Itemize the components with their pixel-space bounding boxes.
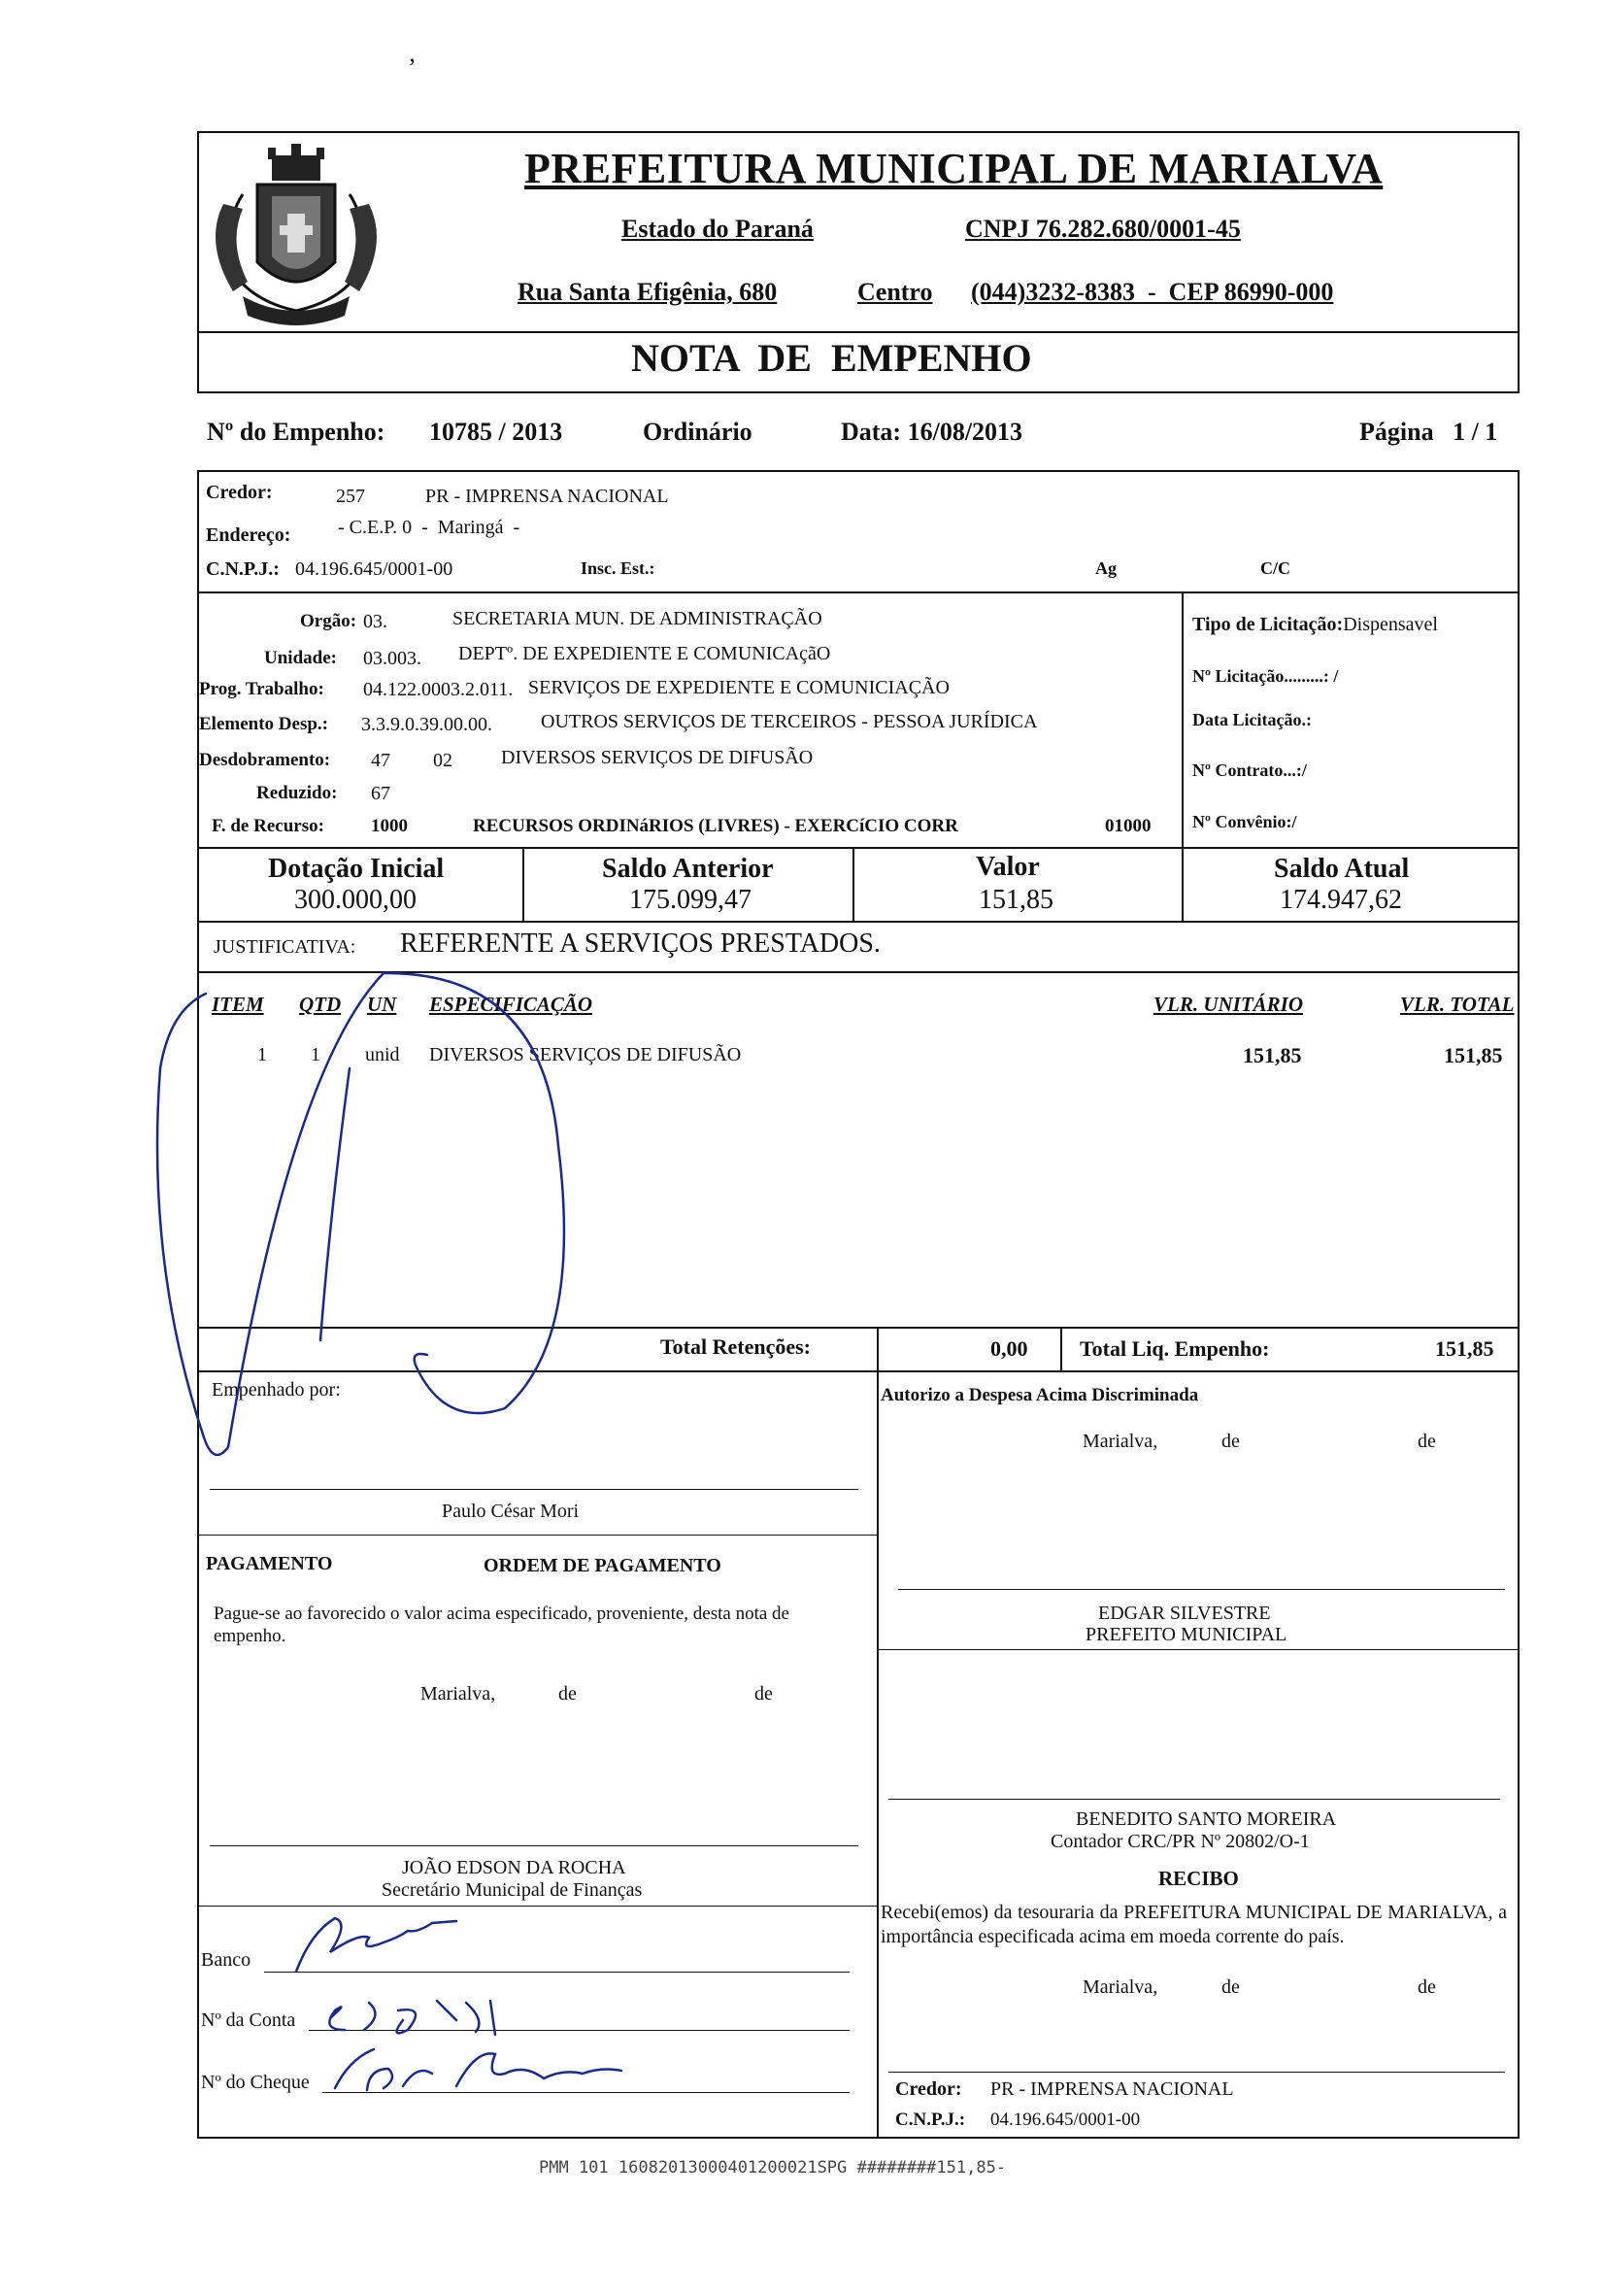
recibo-text: Recebi(emos) da tesouraria da PREFEITURA MUNICIPAL DE MARIALVA, a importância especificada acima em moeda corrente do país.	[881, 1902, 1507, 1947]
num-contrato: Nº Contrato...:/	[1192, 760, 1307, 780]
justificativa-label: JUSTIFICATIVA:	[214, 936, 356, 958]
cnpj-label: C.N.P.J.:	[206, 558, 280, 580]
autorizo-label: Autorizo a Despesa Acima Discriminada	[881, 1385, 1199, 1405]
conta-handwriting	[329, 2001, 495, 2035]
desdobramento-sub: 02	[433, 750, 452, 771]
pen-stroke-mark	[320, 1068, 350, 1340]
pagamento-de2: de	[754, 1683, 773, 1705]
unidade-code: 03.003.	[363, 648, 421, 669]
pagamento-label: PAGAMENTO	[206, 1553, 333, 1574]
fonte-recurso-label: F. de Recurso:	[212, 816, 324, 836]
col-especificacao: ESPECIFICAÇÃO	[429, 993, 593, 1016]
credor-cnpj: 04.196.645/0001-00	[295, 558, 453, 580]
orgao-label: Orgão:	[300, 611, 357, 631]
conta-label: Nº da Conta	[201, 2009, 296, 2031]
data-licitacao: Data Licitação.:	[1192, 710, 1312, 729]
item-especificacao: DIVERSOS SERVIÇOS DE DIFUSÃO	[429, 1044, 742, 1065]
contador-name: BENEDITO SANTO MOREIRA	[1076, 1808, 1337, 1830]
prog-trabalho-code: 04.122.0003.2.011.	[363, 679, 514, 700]
total-liquido-label: Total Liq. Empenho:	[1080, 1336, 1270, 1361]
address-street: Rua Santa Efigênia, 680	[518, 278, 778, 306]
item-vlr-unitario: 151,85	[1243, 1043, 1302, 1067]
autorizo-de2: de	[1418, 1431, 1436, 1452]
secretario-name: JOÃO EDSON DA ROCHA	[402, 1857, 626, 1878]
reduzido-value: 67	[371, 783, 390, 804]
fonte-recurso-code: 1000	[371, 816, 408, 836]
col-vlr-total: VLR. TOTAL	[1400, 993, 1515, 1016]
recibo-cnpj-label: C.N.P.J.:	[895, 2110, 966, 2130]
ordem-pagamento-label: ORDEM DE PAGAMENTO	[484, 1555, 721, 1576]
state-name: Estado do Paraná	[621, 215, 814, 243]
tipo-licitacao-value: Dispensavel	[1343, 614, 1438, 635]
empenhado-name: Paulo César Mori	[442, 1501, 580, 1522]
retencoes-label: Total Retenções:	[660, 1334, 811, 1359]
footer-barcode-text: PMM 101 16082013000401200021SPG ########151,85-	[539, 2158, 1007, 2178]
saldo-anterior-value: 175.099,47	[629, 885, 752, 915]
cc-label: C/C	[1260, 558, 1290, 578]
document-title: NOTA DE EMPENHO	[631, 336, 1032, 380]
contador-role: Contador CRC/PR Nº 20802/O-1	[1051, 1831, 1310, 1852]
page-title: PREFEITURA MUNICIPAL DE MARIALVA	[524, 145, 1384, 192]
prefeito-role: PREFEITO MUNICIPAL	[1086, 1624, 1287, 1645]
recibo-title: RECIBO	[1158, 1867, 1239, 1890]
dotacao-value: 300.000,00	[294, 885, 417, 915]
item-number: 1	[257, 1044, 267, 1065]
scan-mark: ‚	[408, 39, 417, 67]
reduzido-label: Reduzido:	[256, 783, 338, 803]
credor-address: - C.E.P. 0 - Maringá -	[338, 517, 520, 538]
col-item: ITEM	[212, 993, 264, 1016]
unidade-name: DEPTº. DE EXPEDIENTE E COMUNICAçãO	[458, 643, 831, 664]
elemento-label: Elemento Desp.:	[199, 714, 328, 734]
recibo-de2: de	[1418, 1976, 1436, 1998]
recibo-de1: de	[1221, 1976, 1240, 1998]
unidade-label: Unidade:	[264, 648, 337, 668]
banco-signature	[296, 1918, 456, 1972]
prog-trabalho-name: SERVIÇOS DE EXPEDIENTE E COMUNICIAÇÃO	[528, 677, 950, 698]
cheque-signature	[335, 2049, 621, 2090]
ag-label: Ag	[1095, 558, 1117, 578]
insc-est-label: Insc. Est.:	[581, 558, 655, 578]
num-convenio: Nº Convênio:/	[1192, 812, 1297, 831]
fonte-recurso-name: RECURSOS ORDINáRIOS (LIVRES) - EXERCíCIO CORR	[473, 816, 958, 836]
page-number: Página 1 / 1	[1359, 418, 1498, 446]
credor-label: Credor:	[206, 482, 273, 503]
fonte-recurso-code2: 01000	[1105, 816, 1152, 836]
banco-label: Banco	[201, 1949, 251, 1971]
header-cnpj: CNPJ 76.282.680/0001-45	[965, 215, 1241, 243]
desdobramento-name: DIVERSOS SERVIÇOS DE DIFUSÃO	[501, 747, 814, 768]
empenhado-label: Empenhado por:	[212, 1379, 341, 1401]
address-label: Endereço:	[206, 524, 291, 546]
item-qtd: 1	[311, 1044, 320, 1065]
desdobramento-label: Desdobramento:	[199, 750, 331, 770]
valor-value: 151,85	[979, 885, 1053, 915]
saldo-atual-value: 174.947,62	[1280, 885, 1402, 915]
empenho-date: Data: 16/08/2013	[841, 418, 1023, 446]
recibo-city: Marialva,	[1083, 1976, 1158, 1998]
address-district: Centro	[857, 278, 933, 306]
autorizo-de1: de	[1221, 1431, 1240, 1452]
elemento-code: 3.3.9.0.39.00.00.	[361, 714, 492, 735]
prog-trabalho-label: Prog. Trabalho:	[199, 679, 324, 699]
empenho-number: 10785 / 2013	[429, 418, 563, 446]
pen-slash-mark	[157, 973, 384, 1455]
retencoes-value: 0,00	[990, 1336, 1028, 1361]
orgao-code: 03.	[363, 611, 387, 632]
col-vlr-unitario: VLR. UNITÁRIO	[1153, 993, 1304, 1016]
credor-code: 257	[336, 486, 365, 507]
recibo-credor-name: PR - IMPRENSA NACIONAL	[990, 2078, 1234, 2100]
valor-label: Valor	[976, 852, 1040, 882]
col-un: UN	[367, 993, 397, 1016]
elemento-name: OUTROS SERVIÇOS DE TERCEIROS - PESSOA JURÍDICA	[541, 711, 1038, 732]
tipo-licitacao-label: Tipo de Licitação:	[1192, 614, 1344, 635]
num-licitacao: Nº Licitação.........: /	[1192, 666, 1339, 686]
item-un: unid	[365, 1044, 400, 1065]
pagamento-text: Pague-se ao favorecido o valor acima especificado, proveniente, desta nota de empenho.	[214, 1604, 789, 1646]
secretario-role: Secretário Municipal de Finanças	[382, 1879, 643, 1901]
item-vlr-total: 151,85	[1444, 1043, 1503, 1067]
saldo-atual-label: Saldo Atual	[1274, 854, 1410, 884]
address-phone-cep: (044)3232-8383 - CEP 86990-000	[971, 278, 1334, 306]
prefeito-name: EDGAR SILVESTRE	[1098, 1603, 1271, 1624]
pen-loop-mark	[384, 973, 564, 1413]
dotacao-label: Dotação Inicial	[268, 854, 445, 884]
empenho-type: Ordinário	[643, 418, 752, 446]
pagamento-de1: de	[558, 1683, 577, 1705]
recibo-cnpj: 04.196.645/0001-00	[990, 2110, 1141, 2130]
orgao-name: SECRETARIA MUN. DE ADMINISTRAÇÃO	[452, 608, 822, 629]
autorizo-city: Marialva,	[1083, 1431, 1158, 1452]
saldo-anterior-label: Saldo Anterior	[602, 854, 774, 884]
desdobramento-code: 47	[371, 750, 390, 771]
cheque-label: Nº do Cheque	[201, 2072, 310, 2093]
recibo-credor-label: Credor:	[895, 2078, 962, 2100]
justificativa-text: REFERENTE A SERVIÇOS PRESTADOS.	[400, 929, 881, 959]
total-liquido-value: 151,85	[1435, 1336, 1494, 1361]
credor-name: PR - IMPRENSA NACIONAL	[425, 486, 669, 507]
pagamento-city: Marialva,	[420, 1683, 496, 1705]
empenho-number-label: Nº do Empenho:	[207, 418, 385, 446]
col-qtd: QTD	[299, 993, 342, 1016]
